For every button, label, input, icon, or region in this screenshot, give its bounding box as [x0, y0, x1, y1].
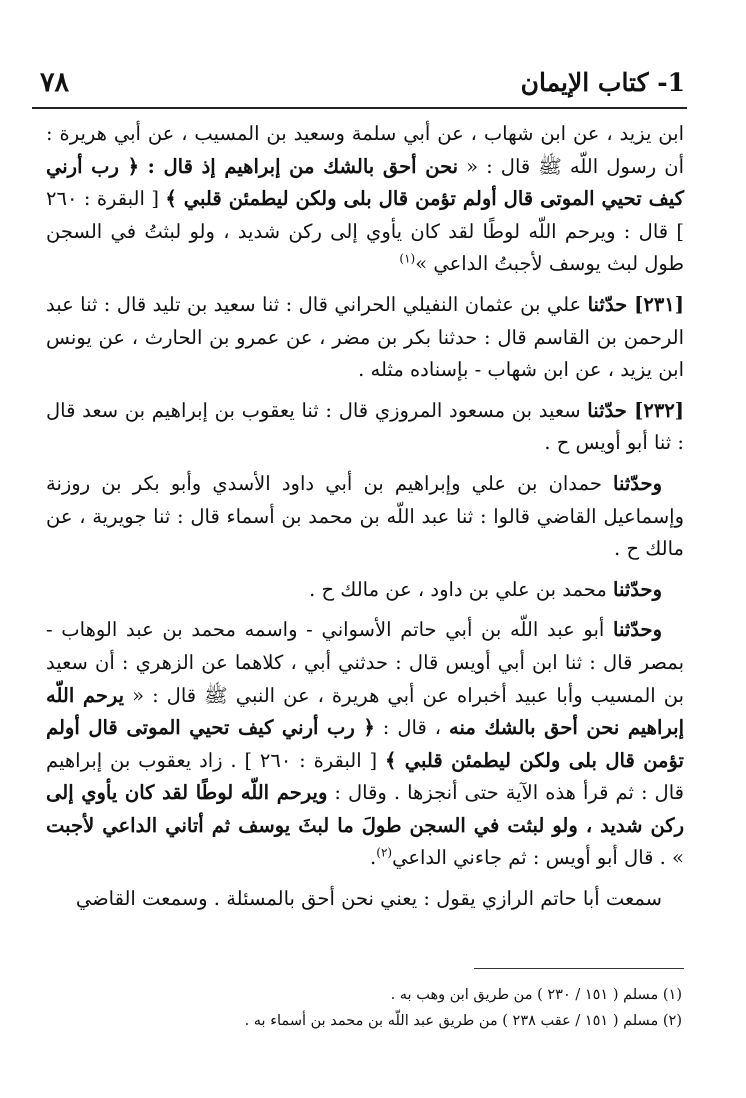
- paragraph: [46, 118, 684, 281]
- footnotes: [46, 982, 682, 1034]
- text-run: ، قال :: [374, 716, 450, 740]
- paragraph: [46, 574, 684, 607]
- footnote-ref: (٢): [376, 845, 393, 860]
- page-header: [40, 60, 685, 104]
- page-number: ٧٨: [40, 66, 70, 98]
- bold-text: ﴿ رب أرني كيف تحيي الموتى قال أولم تؤمن قال بلى ولكن ليطمئن قلبي ﴾: [46, 716, 684, 772]
- bold-text: ويرحم اللّه لوطًا لقد كان يأوي إلى ركن شديد ، ولو لبثت في السجن طولَ ما لبثَ يوسف ثم أتاني الداعي لأجبت: [46, 781, 684, 837]
- text-run: .: [370, 846, 377, 870]
- text-run: علي بن عثمان النفيلي الحراني قال : ثنا سعيد بن تليد قال : ثنا عبد الرحمن بن القاسم قال : حدثنا بكر بن مضر ، عن عمرو بن الحارث ، عن يونس ابن يزيد ، عن ابن شهاب - بإسناده مثله .: [46, 292, 684, 382]
- footnote: (٢) مسلم ( ١٥١ / عقب ٢٣٨ ) من طريق عبد اللّه بن محمد بن أسماء به .: [244, 1013, 682, 1029]
- footnote-separator: [474, 968, 684, 969]
- text-run: [ البقرة : ٢٦٠ ] . زاد يعقوب بن إبراهيم قال : ثم قرأ هذه الآية حتى أنجزها . وقال :: [46, 748, 684, 805]
- paragraph: [46, 883, 684, 916]
- text-run: حمدان بن علي وإبراهيم بن أبي داود الأسدي وأبو بكر بن روزنة وإسماعيل القاضي قالوا : ثنا عبد اللّه بن محمد بن أسماء قال : ثنا جويرية ، عن مالك ح .: [46, 471, 684, 561]
- paragraph: [46, 395, 684, 460]
- text-run: سمعت أبا حاتم الرازي يقول : يعني نحن أحق بالمسئلة . وسمعت القاضي: [75, 887, 662, 911]
- chapter-title: 1- كتاب الإيمان: [520, 67, 685, 97]
- text-run: أبو عبد اللّه بن أبي حاتم الأسواني - واسمه محمد بن عبد الوهاب - بمصر قال : ثنا ابن أبي أويس قال : حدثني أبي ، كلاهما عن الزهري : أن سعيد بن المسيب وأبا عبيد أخبراه عن أبي هريرة ، عن النبي ﷺ قال : «: [46, 618, 684, 707]
- main-text: [46, 118, 684, 924]
- text-run: » . قال أبو أويس : ثم جاءني الداعي: [392, 846, 684, 870]
- header-rule: [32, 107, 687, 109]
- text-run: [ البقرة : ٢٦٠ ] قال : ويرحم اللّه لوطًا لقد كان يأوي إلى ركن شديد ، ولو لبثتُ في السجن طول لبث يوسف لأجبتُ الداعي »: [46, 187, 684, 276]
- bold-text: نحن أحق بالشك من إبراهيم إذ قال : ﴿ رب أرني كيف تحيي الموتى قال أولم تؤمن قال بلى ولكن ليطمئن قلبي ﴾: [46, 154, 684, 211]
- bold-text: وحدّثنا: [613, 577, 662, 601]
- paragraph: [46, 289, 684, 387]
- text-run: سعيد بن مسعود المروزي قال : ثنا يعقوب بن إبراهيم بن سعد قال : ثنا أبو أويس ح .: [46, 398, 684, 455]
- text-run: ابن يزيد ، عن ابن شهاب ، عن أبي سلمة وسعيد بن المسيب ، عن أبي هريرة : أن رسول اللّه ﷺ قال : «: [46, 122, 684, 178]
- bold-text: [٢٣١] حدّثنا: [587, 292, 684, 316]
- paragraph: [46, 468, 684, 566]
- bold-text: [٢٣٢] حدّثنا: [587, 398, 684, 422]
- paragraph: [46, 614, 684, 875]
- footnote: (١) مسلم ( ١٥١ / ٢٣٠ ) من طريق ابن وهب به .: [390, 987, 682, 1003]
- bold-text: وحدّثنا: [613, 618, 662, 642]
- text-run: محمد بن علي بن داود ، عن مالك ح .: [309, 577, 614, 601]
- footnote-ref: (١): [399, 251, 416, 266]
- bold-text: يرحم اللّه إبراهيم نحن أحق بالشك منه: [46, 683, 684, 740]
- bold-text: وحدّثنا: [613, 471, 662, 495]
